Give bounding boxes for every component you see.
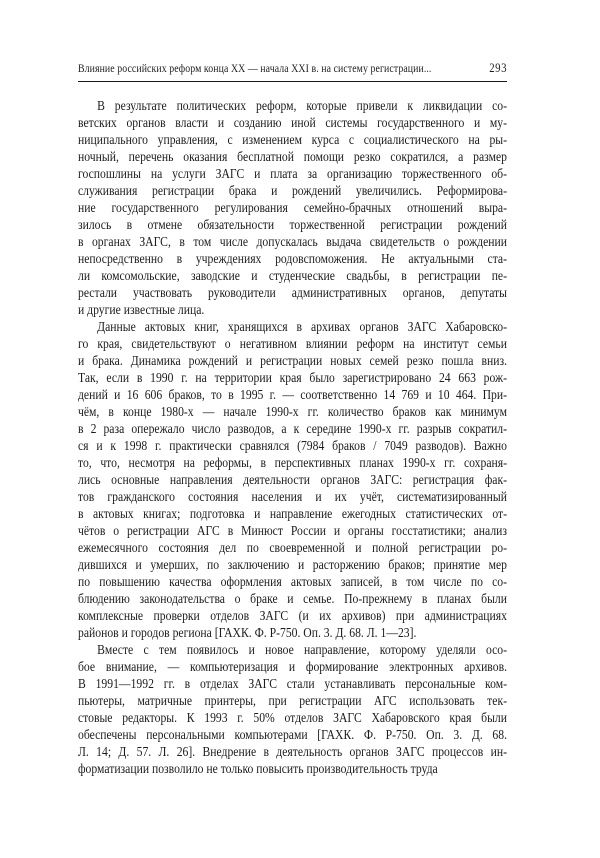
text-line: Л. 14; Д. 57. Л. 26]. Внедрение в деятельность органов ЗАГС процессов ин- [78, 745, 507, 760]
text-line: лись основные направления деятельности органов ЗАГС: регистрация фак- [78, 473, 507, 488]
text-line: В результате политических реформ, которые привели к ликвидации со- [97, 99, 507, 114]
text-line: блюдению законодательства о браке и семье. По-прежнему в планах были [78, 592, 507, 607]
paragraph [78, 98, 507, 319]
text-line: в органах ЗАГС, в том числе допускалась выдача свидетельств о рождении [78, 235, 507, 250]
paragraph [78, 319, 507, 642]
text-line: ли комсомольские, заводские и студенческие свадьбы, в регистрации пе- [78, 269, 507, 284]
text-line: ние государственного регулирования семейно-брачных отношений выра- [78, 201, 507, 216]
text-line: зилось в отмене обязательности торжественной регистрации рождений [78, 218, 507, 233]
text-line: тов гражданского состояния населения и их учёт, систематизированный [78, 490, 507, 505]
text-line: пьютеры, матричные принтеры, при регистрации АГС использовать тек- [78, 694, 507, 709]
text-line: районов и городов региона [ГАХК. Ф. Р-750. Оп. 3. Д. 68. Л. 1—23]. [78, 626, 417, 641]
text-line: служивания регистрации брака и рождений увеличились. Реформирова- [78, 184, 507, 199]
page-body [78, 98, 507, 778]
running-title: Влияние российских реформ конца XX — начала XXI в. на систему регистрации... [78, 61, 432, 75]
paragraph [78, 642, 507, 778]
text-line: и другие известные лица. [78, 303, 205, 318]
text-line: рестали участвовать руководители административных органов, депутаты [78, 286, 507, 301]
running-header [78, 60, 507, 82]
text-column [78, 60, 507, 778]
text-line: Так, если в 1990 г. на территории края было зарегистрировано 24 663 рож- [78, 371, 507, 386]
text-line: В 1991—1992 гг. в отделах ЗАГС стали устанавливать персональные ком- [78, 677, 507, 692]
text-line: дений и 16 606 браков, то в 1995 г. — соответственно 14 769 и 10 464. При- [78, 388, 507, 403]
text-line: госпошлины на услуги ЗАГС и плата за организацию торжественного об- [78, 167, 507, 182]
text-line: чётов о регистрации АГС в Минюст России и органы госстатистики; анализ [78, 524, 507, 539]
text-line: форматизации позволило не только повысить производительность труда [78, 762, 438, 777]
text-line: ветских органов власти и созданию иной системы государственного и му- [78, 116, 507, 131]
text-line: ночный, перечень оказания бесплатной помощи резко сократился, а размер [78, 150, 507, 165]
text-line: бое внимание, — компьютеризация и формирование электронных архивов. [78, 660, 507, 675]
page-number: 293 [489, 60, 507, 75]
text-line: непосредственно в учреждениях родовспоможения. Не актуальными ста- [78, 252, 507, 267]
text-line: по повышению качества оформления актовых записей, в том числе по со- [78, 575, 507, 590]
text-line: то, что, несмотря на реформы, в перспективных планах 1990-х гг. сохраня- [78, 456, 507, 471]
text-line: и брака. Динамика рождений и регистрации новых семей резко пошла вниз. [78, 354, 507, 369]
text-line: ниципального управления, с изменением курса с социалистического на ры- [78, 133, 507, 148]
text-line: Вместе с тем появилось и новое направление, которому уделяли осо- [97, 643, 507, 658]
text-line: обеспечены персональными компьютерами [ГАХК. Ф. Р-750. Оп. 3. Д. 68. [78, 728, 507, 743]
text-line: стовые редакторы. К 1993 г. 50% отделов ЗАГС Хабаровского края были [78, 711, 507, 726]
text-line: ежемесячного состояния дел по своевременной и полной регистрации ро- [78, 541, 507, 556]
text-line: в актовых книгах; подготовка и направление ежегодных статистических от- [78, 507, 507, 522]
text-line: комплексные проверки отделов ЗАГС (и их архивов) при администрациях [78, 609, 507, 624]
text-line: ся и к 1998 г. практически сравнялся (7984 браков / 7049 разводов). Важно [78, 439, 507, 454]
text-line: чём, в конце 1980-х — начале 1990-х гг. количество браков как минимум [78, 405, 507, 420]
text-line: го края, свидетельствуют о негативном влиянии реформ на институт семьи [78, 337, 507, 352]
text-line: в 2 раза опережало число разводов, а к середине 1990-х гг. разрыв сократил- [78, 422, 507, 437]
text-line: Данные актовых книг, хранящихся в архивах органов ЗАГС Хабаровско- [97, 320, 507, 335]
text-line: дившихся и умерших, по заключению и расторжению браков; принятие мер [78, 558, 507, 573]
